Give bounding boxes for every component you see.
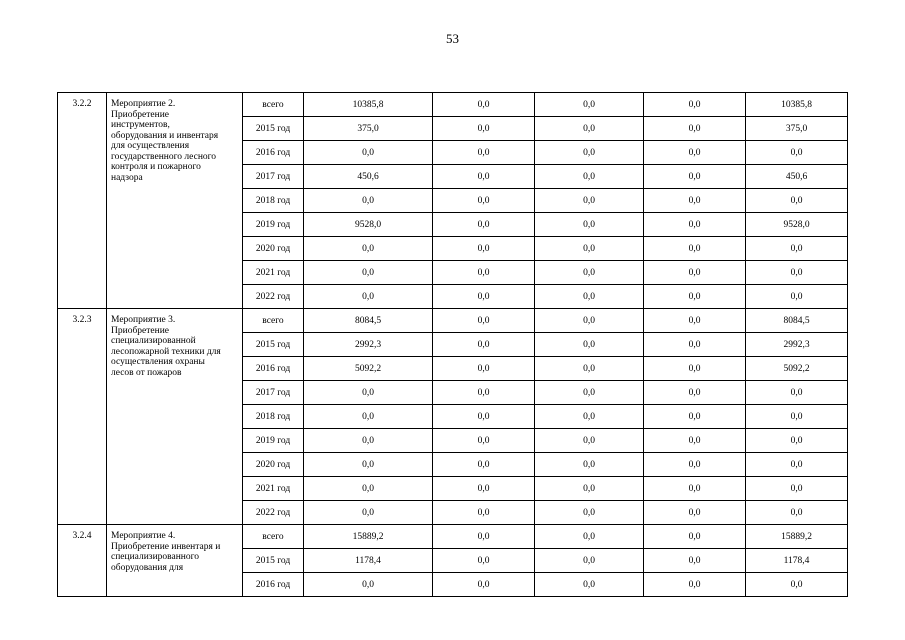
total-value-cell: 0,0: [304, 501, 433, 525]
value-cell: 0,0: [644, 453, 746, 477]
program-table-body: [58, 93, 848, 597]
value-cell: 0,0: [433, 429, 535, 453]
value-cell: 0,0: [433, 261, 535, 285]
value-cell: 8084,5: [746, 309, 848, 333]
value-cell: 2992,3: [746, 333, 848, 357]
program-table: [57, 92, 848, 597]
measure-code: 3.2.4: [58, 525, 107, 597]
measure-description-line: оборудования для: [111, 562, 184, 573]
measure-code: 3.2.3: [58, 309, 107, 525]
value-cell: 0,0: [535, 261, 644, 285]
measure-description-line: государственного лесного: [111, 151, 217, 162]
value-cell: 0,0: [746, 189, 848, 213]
table-row: [58, 525, 848, 549]
measure-description-line: надзора: [111, 172, 143, 183]
value-cell: 0,0: [433, 165, 535, 189]
page-number: 53: [446, 31, 459, 46]
value-cell: 0,0: [535, 357, 644, 381]
value-cell: 15889,2: [746, 525, 848, 549]
measure-description-line: контроля и пожарного: [111, 162, 201, 172]
measure-description: [107, 525, 243, 597]
period-cell: всего: [243, 93, 304, 117]
value-cell: 0,0: [644, 477, 746, 501]
value-cell: 0,0: [433, 333, 535, 357]
period-cell: 2020 год: [243, 237, 304, 261]
measure-description-line: Мероприятие 3.: [111, 315, 176, 325]
value-cell: 0,0: [644, 93, 746, 117]
measure-description-line: лесопожарной техники для: [111, 346, 221, 357]
total-value-cell: 0,0: [304, 429, 433, 453]
value-cell: 0,0: [535, 309, 644, 333]
measure-description-line: Приобретение: [111, 325, 169, 336]
total-value-cell: 0,0: [304, 285, 433, 309]
period-cell: 2015 год: [243, 117, 304, 141]
value-cell: 0,0: [644, 333, 746, 357]
value-cell: 0,0: [644, 429, 746, 453]
period-cell: 2019 год: [243, 213, 304, 237]
measure-code: 3.2.2: [58, 93, 107, 309]
total-value-cell: 0,0: [304, 573, 433, 597]
total-value-cell: 9528,0: [304, 213, 433, 237]
value-cell: 0,0: [535, 429, 644, 453]
period-cell: 2016 год: [243, 573, 304, 597]
total-value-cell: 5092,2: [304, 357, 433, 381]
measure-description-line: Мероприятие 4.: [111, 531, 176, 541]
total-value-cell: 0,0: [304, 237, 433, 261]
measure-description-line: Приобретение: [111, 109, 169, 120]
total-value-cell: 15889,2: [304, 525, 433, 549]
value-cell: 0,0: [644, 237, 746, 261]
value-cell: 0,0: [644, 285, 746, 309]
value-cell: 0,0: [535, 549, 644, 573]
period-cell: 2021 год: [243, 261, 304, 285]
total-value-cell: 2992,3: [304, 333, 433, 357]
total-value-cell: 0,0: [304, 189, 433, 213]
measure-description-line: Мероприятие 2.: [111, 99, 176, 109]
value-cell: 0,0: [746, 285, 848, 309]
period-cell: 2018 год: [243, 405, 304, 429]
value-cell: 0,0: [535, 333, 644, 357]
total-value-cell: 0,0: [304, 405, 433, 429]
value-cell: 0,0: [433, 237, 535, 261]
value-cell: 0,0: [535, 453, 644, 477]
value-cell: 0,0: [433, 573, 535, 597]
value-cell: 0,0: [535, 141, 644, 165]
value-cell: 0,0: [644, 141, 746, 165]
value-cell: 0,0: [535, 501, 644, 525]
total-value-cell: 0,0: [304, 261, 433, 285]
measure-description-line: специализированного: [111, 552, 200, 562]
value-cell: 0,0: [433, 117, 535, 141]
measure-description-line: Приобретение инвентаря и: [111, 541, 221, 552]
value-cell: 0,0: [433, 501, 535, 525]
value-cell: 0,0: [433, 93, 535, 117]
value-cell: 0,0: [535, 189, 644, 213]
value-cell: 0,0: [746, 501, 848, 525]
value-cell: 0,0: [644, 549, 746, 573]
value-cell: 0,0: [433, 309, 535, 333]
value-cell: 0,0: [644, 309, 746, 333]
value-cell: 0,0: [433, 189, 535, 213]
value-cell: 0,0: [535, 93, 644, 117]
table-row: [58, 309, 848, 333]
value-cell: 0,0: [535, 117, 644, 141]
table-row: [58, 93, 848, 117]
value-cell: 0,0: [746, 477, 848, 501]
value-cell: 0,0: [433, 381, 535, 405]
total-value-cell: 8084,5: [304, 309, 433, 333]
value-cell: 0,0: [535, 285, 644, 309]
period-cell: 2020 год: [243, 453, 304, 477]
value-cell: 1178,4: [746, 549, 848, 573]
value-cell: 0,0: [535, 405, 644, 429]
value-cell: 0,0: [535, 477, 644, 501]
value-cell: 0,0: [644, 381, 746, 405]
value-cell: 0,0: [644, 525, 746, 549]
measure-description-line: инструментов,: [111, 120, 170, 130]
value-cell: 0,0: [535, 213, 644, 237]
value-cell: 0,0: [433, 357, 535, 381]
value-cell: 0,0: [746, 429, 848, 453]
measure-description: [107, 309, 243, 525]
measure-description: [107, 93, 243, 309]
value-cell: 0,0: [644, 501, 746, 525]
value-cell: 0,0: [746, 261, 848, 285]
value-cell: 0,0: [535, 573, 644, 597]
period-cell: 2018 год: [243, 189, 304, 213]
value-cell: 0,0: [535, 381, 644, 405]
value-cell: 0,0: [644, 405, 746, 429]
period-cell: 2022 год: [243, 501, 304, 525]
total-value-cell: 450,6: [304, 165, 433, 189]
total-value-cell: 0,0: [304, 477, 433, 501]
value-cell: 0,0: [746, 453, 848, 477]
value-cell: 0,0: [433, 213, 535, 237]
value-cell: 5092,2: [746, 357, 848, 381]
value-cell: 0,0: [433, 453, 535, 477]
period-cell: 2017 год: [243, 381, 304, 405]
measure-description-line: оборудования и инвентаря: [111, 130, 219, 141]
period-cell: 2016 год: [243, 357, 304, 381]
value-cell: 0,0: [644, 261, 746, 285]
period-cell: 2017 год: [243, 165, 304, 189]
period-cell: всего: [243, 525, 304, 549]
total-value-cell: 0,0: [304, 141, 433, 165]
value-cell: 0,0: [644, 573, 746, 597]
value-cell: 0,0: [746, 141, 848, 165]
value-cell: 0,0: [433, 405, 535, 429]
value-cell: 9528,0: [746, 213, 848, 237]
value-cell: 0,0: [644, 117, 746, 141]
total-value-cell: 1178,4: [304, 549, 433, 573]
value-cell: 375,0: [746, 117, 848, 141]
period-cell: 2016 год: [243, 141, 304, 165]
total-value-cell: 10385,8: [304, 93, 433, 117]
value-cell: 0,0: [433, 525, 535, 549]
value-cell: 0,0: [433, 549, 535, 573]
value-cell: 450,6: [746, 165, 848, 189]
period-cell: 2021 год: [243, 477, 304, 501]
value-cell: 0,0: [433, 477, 535, 501]
measure-description-line: для осуществления: [111, 141, 190, 151]
value-cell: 0,0: [746, 237, 848, 261]
period-cell: всего: [243, 309, 304, 333]
value-cell: 0,0: [644, 213, 746, 237]
value-cell: 0,0: [644, 165, 746, 189]
measure-description-line: специализированной: [111, 336, 196, 346]
measure-description-line: лесов от пожаров: [111, 367, 182, 378]
value-cell: 0,0: [535, 525, 644, 549]
value-cell: 10385,8: [746, 93, 848, 117]
value-cell: 0,0: [535, 165, 644, 189]
value-cell: 0,0: [644, 189, 746, 213]
period-cell: 2015 год: [243, 333, 304, 357]
period-cell: 2022 год: [243, 285, 304, 309]
period-cell: 2015 год: [243, 549, 304, 573]
total-value-cell: 0,0: [304, 453, 433, 477]
period-cell: 2019 год: [243, 429, 304, 453]
total-value-cell: 375,0: [304, 117, 433, 141]
value-cell: 0,0: [433, 285, 535, 309]
value-cell: 0,0: [535, 237, 644, 261]
value-cell: 0,0: [433, 141, 535, 165]
value-cell: 0,0: [746, 405, 848, 429]
total-value-cell: 0,0: [304, 381, 433, 405]
value-cell: 0,0: [644, 357, 746, 381]
measure-description-line: осуществления охраны: [111, 357, 205, 367]
value-cell: 0,0: [746, 573, 848, 597]
value-cell: 0,0: [746, 381, 848, 405]
